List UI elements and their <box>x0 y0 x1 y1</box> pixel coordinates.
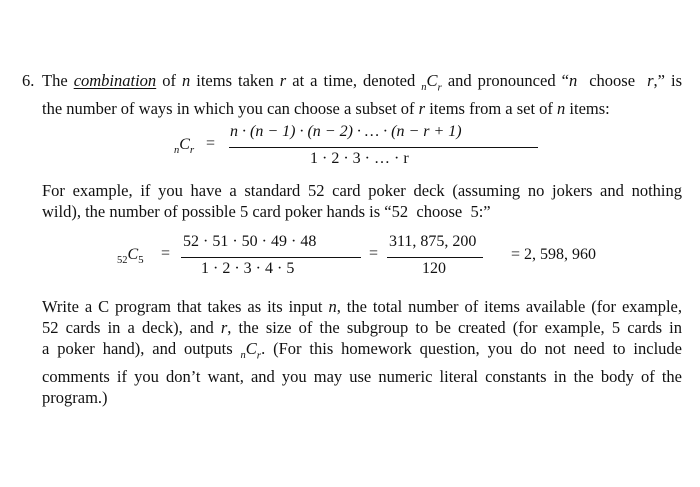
example-denominator-1: 1 · 2 · 3 · 4 · 5 <box>201 260 295 277</box>
problem-number: 6. <box>22 71 35 90</box>
task-line-2: 52 cards in a deck), and r, the size of the subgroup to be created (for example, 5 cards in <box>42 318 682 337</box>
example-fraction-bar-1 <box>181 257 361 258</box>
example-formula <box>117 233 597 281</box>
task-paragraph <box>42 296 682 408</box>
formula-equals: = <box>206 135 216 152</box>
example-lhs: $_{52}C_5$ <box>117 246 144 267</box>
example-result: = 2, 598, 960 <box>511 246 597 263</box>
example-numerator-2: 311, 875, 200 <box>389 233 477 250</box>
example-line-1: For example, if you have a standard 52 card poker deck (assuming no jokers and nothing <box>42 181 682 200</box>
formula-fraction-bar <box>229 147 538 148</box>
example-fraction-bar-2 <box>387 257 483 258</box>
notation-ncr-task: $_nC_r$ <box>240 339 262 362</box>
task-line-3: a poker hand), and outputs $_nC_r$. (For this homework question, you do not need to include <box>42 339 682 362</box>
example-denominator-2: 120 <box>422 260 446 277</box>
example-paragraph <box>42 180 682 222</box>
combination-formula <box>174 123 554 171</box>
intro-line-1: The combination of n items taken r at a time, denoted $_nC_r$ and pronounced “n choose r,” is <box>42 71 683 94</box>
example-equals-2: = <box>369 245 379 262</box>
example-line-2: wild), the number of possible 5 card poker hands is “52 choose 5:” <box>42 202 491 221</box>
task-line-4: comments if you don’t want, and you may use numeric literal constants in the body of the <box>42 367 682 387</box>
term-combination: combination <box>73 71 157 90</box>
example-numerator-1: 52 · 51 · 50 · 49 · 48 <box>183 233 317 250</box>
notation-ncr: $_nC_r$ <box>421 71 442 94</box>
formula-numerator: n · (n − 1) · (n − 2) · … · (n − r + 1) <box>230 123 462 140</box>
example-equals-1: = <box>161 245 171 262</box>
formula-lhs: $_nC_r$ <box>174 136 195 157</box>
intro-line-2: the number of ways in which you can choose a subset of r items from a set of n items: <box>42 99 610 119</box>
task-line-1: Write a C program that takes as its input n, the total number of items available (for example, <box>42 297 682 316</box>
formula-denominator: 1 · 2 · 3 · … · r <box>310 150 409 167</box>
task-line-5: program.) <box>42 388 108 408</box>
intro-paragraph <box>42 70 682 119</box>
